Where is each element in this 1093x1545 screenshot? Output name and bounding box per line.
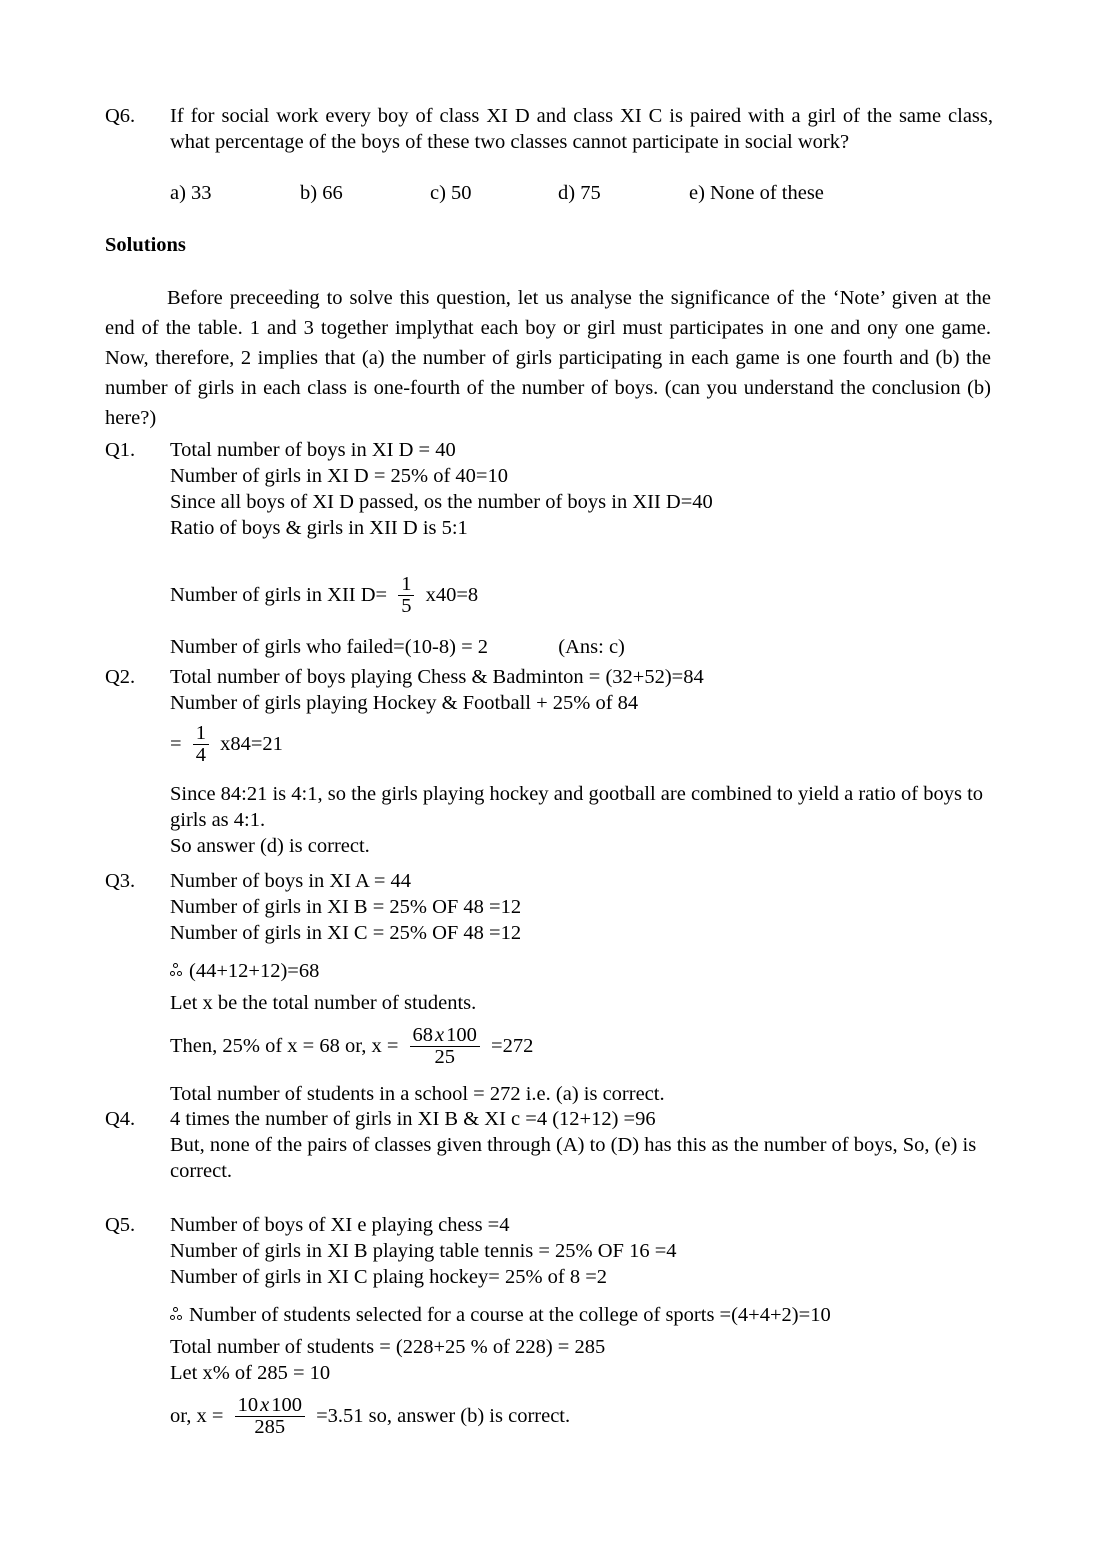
q3-fraction-line	[170, 1026, 993, 1069]
q5-line-3: Number of girls in XI C plaing hockey= 25% of 8 =2	[170, 1266, 608, 1288]
q3-fraction-numerator	[410, 1025, 480, 1047]
q3-num-mul: x	[435, 1024, 445, 1046]
q1-fraction	[398, 574, 414, 617]
q1-line-1: Total number of boys in XI D = 40	[170, 439, 456, 461]
q2-final-line: So answer (d) is correct.	[170, 834, 370, 857]
q5-fraction-denominator: 285	[254, 1415, 286, 1438]
solution-q5	[105, 1212, 993, 1439]
q5-fraction-line	[170, 1396, 993, 1439]
solution-q4-body	[170, 1106, 993, 1184]
q1-last-line	[170, 634, 993, 660]
q5-fraction	[235, 1395, 305, 1438]
q3-line-2: Number of girls in XI B = 25% OF 48 =12	[170, 896, 522, 918]
question-q6-text: If for social work every boy of class XI D and class XI C is paired with a girl of the same class, what percentage of the boys of these two classes cannot participate in social work?	[170, 105, 993, 153]
q3-fraction-prefix: Then, 25% of x = 68 or, x =	[170, 1035, 399, 1058]
q5-fraction-prefix: or, x =	[170, 1405, 224, 1428]
q3-fraction-denominator: 25	[434, 1045, 455, 1068]
answer-options	[105, 180, 993, 208]
q3-let-line: Let x be the total number of students.	[170, 992, 477, 1014]
question-q6-label: Q6.	[105, 105, 136, 127]
q2-fraction	[193, 723, 209, 766]
solution-q4	[105, 1106, 993, 1184]
solution-q2	[105, 664, 993, 859]
q5-num-mul: x	[260, 1394, 270, 1416]
option-b[interactable]: b) 66	[300, 182, 343, 204]
solution-q3	[105, 868, 993, 1107]
q1-answer-note: (Ans: c)	[558, 635, 625, 658]
option-c[interactable]: c) 50	[430, 182, 472, 204]
q5-num-left: 10	[237, 1394, 259, 1416]
solution-q3-label: Q3.	[105, 870, 136, 892]
q5-line-2: Number of girls in XI B playing table tennis = 25% OF 16 =4	[170, 1240, 677, 1262]
q5-because-text: Number of students selected for a course at the college of sports =(4+4+2)=10	[189, 1304, 831, 1326]
solution-q5-label: Q5.	[105, 1214, 136, 1236]
solution-q1-label: Q1.	[105, 439, 136, 461]
solution-q1	[105, 437, 993, 660]
q5-num-right: 100	[271, 1394, 302, 1416]
q3-line-1: Number of boys in XI A = 44	[170, 870, 412, 892]
solution-q2-label: Q2.	[105, 666, 136, 688]
q3-final-line: Total number of students in a school = 272 i.e. (a) is correct.	[170, 1082, 665, 1105]
q3-fraction	[410, 1025, 480, 1068]
q3-fraction-suffix: =272	[491, 1035, 534, 1058]
q1-failed-text: Number of girls who failed=(10-8) = 2	[170, 635, 489, 658]
solutions-heading: Solutions	[105, 234, 186, 256]
q5-line-1: Number of boys of XI e playing chess =4	[170, 1214, 510, 1236]
solution-q4-label: Q4.	[105, 1108, 136, 1130]
question-q6	[105, 103, 993, 155]
solution-q2-body	[170, 664, 993, 859]
solution-q5-body	[170, 1212, 993, 1439]
q1-fraction-line	[170, 575, 993, 618]
q4-first-line: 4 times the number of girls in XI B & XI c =4 (12+12) =96	[170, 1108, 656, 1130]
q1-line-3: Since all boys of XI D passed, os the number of boys in XII D=40	[170, 491, 713, 513]
q2-fraction-denominator: 4	[195, 743, 206, 766]
solution-q1-body	[170, 437, 993, 660]
because-icon	[170, 962, 183, 977]
q3-because-line	[170, 958, 993, 984]
q5-because-line	[170, 1302, 993, 1328]
q1-fraction-suffix: x40=8	[425, 584, 479, 607]
q5-total-line: Total number of students = (228+25 % of 228) = 285	[170, 1336, 606, 1358]
q1-line-4: Ratio of boys & girls in XII D is 5:1	[170, 517, 468, 539]
option-a[interactable]: a) 33	[170, 182, 212, 204]
q5-fraction-numerator	[235, 1395, 305, 1417]
q5-let-line: Let x% of 285 = 10	[170, 1362, 331, 1384]
option-d[interactable]: d) 75	[558, 182, 601, 204]
q1-line-2: Number of girls in XI D = 25% of 40=10	[170, 465, 508, 487]
q2-line-1: Total number of boys playing Chess & Badminton = (32+52)=84	[170, 666, 704, 688]
solution-q3-body	[170, 868, 993, 1107]
q2-line-2: Number of girls playing Hockey & Football + 25% of 84	[170, 692, 639, 714]
q3-because-text: (44+12+12)=68	[189, 960, 320, 982]
intro-paragraph: Before preceeding to solve this question, let us analyse the significance of the ‘Note’ given at the end of the table. 1 and 3 together implythat each boy or girl must participates in one and ony one game. Now, therefore, 2 implies that (a) the number of girls participating in each game is one fourth and (b) the number of girls in each class is one-fourth of the number of boys. (can you understand the conclusion (b) here?)	[105, 287, 991, 429]
q2-ratio-text: Since 84:21 is 4:1, so the girls playing hockey and gootball are combined to yield a ratio of boys to girls as 4:1.	[170, 782, 984, 831]
option-e[interactable]: e) None of these	[689, 182, 824, 204]
q4-wrapped-text: But, none of the pairs of classes given through (A) to (D) has this as the number of boys, So, (e) is correct.	[170, 1134, 977, 1182]
q2-fraction-line	[170, 724, 993, 767]
q2-fraction-prefix: =	[170, 733, 182, 756]
q3-line-3: Number of girls in XI C = 25% OF 48 =12	[170, 922, 522, 944]
q1-fraction-numerator: 1	[398, 574, 414, 596]
q1-fraction-denominator: 5	[401, 594, 412, 617]
q3-num-right: 100	[446, 1024, 477, 1046]
q3-num-left: 68	[412, 1024, 434, 1046]
q1-fraction-prefix: Number of girls in XII D=	[170, 584, 388, 607]
q5-fraction-suffix: =3.51 so, answer (b) is correct.	[316, 1405, 571, 1428]
q2-fraction-numerator: 1	[193, 723, 209, 745]
because-icon	[170, 1306, 183, 1321]
q2-fraction-suffix: x84=21	[220, 733, 283, 756]
